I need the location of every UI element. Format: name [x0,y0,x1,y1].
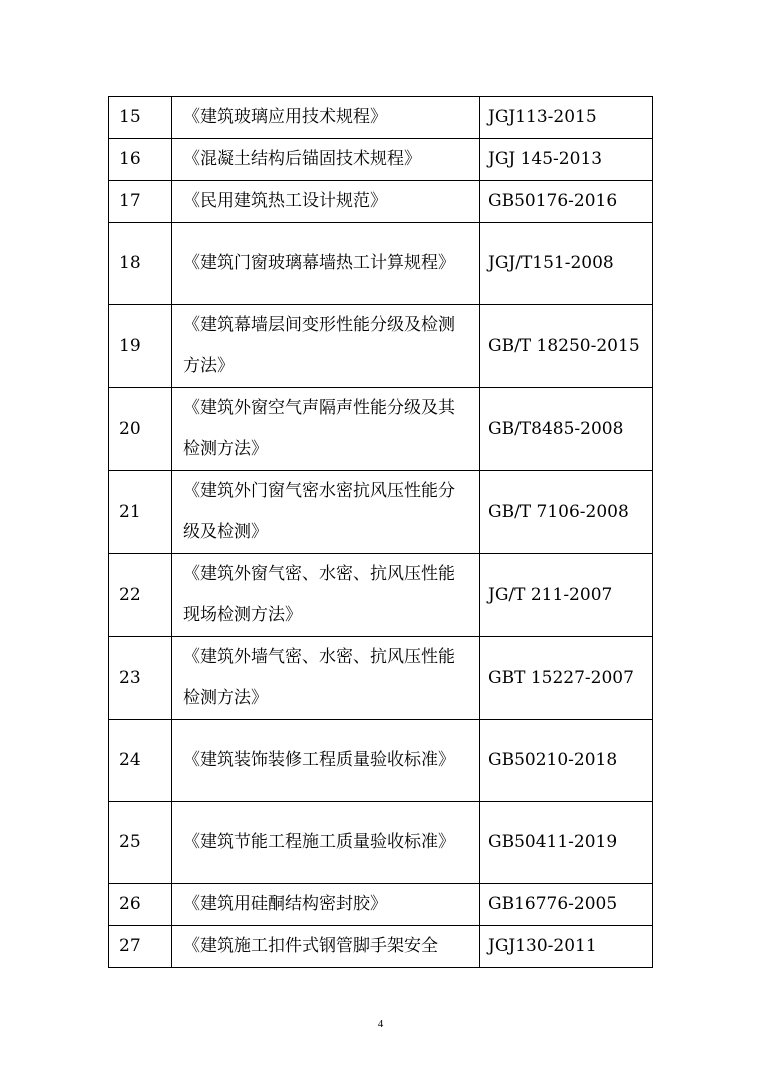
table-row [109,554,653,637]
standard-code: GBT 15227-2007 [480,637,653,720]
row-number: 21 [109,471,172,554]
table-row [109,471,653,554]
table-row [109,720,653,802]
standard-code: GB50210-2018 [480,720,653,802]
standard-code: GB16776-2005 [480,884,653,926]
table-row [109,926,653,968]
standards-table [108,96,653,968]
standard-code: JG/T 211-2007 [480,554,653,637]
row-number: 22 [109,554,172,637]
row-number: 16 [109,139,172,181]
standard-code: JGJ113-2015 [480,97,653,139]
standard-code: GB50411-2019 [480,802,653,884]
table-row [109,637,653,720]
standard-code: GB/T 7106-2008 [480,471,653,554]
standard-name: 《建筑用硅酮结构密封胶》 [172,884,480,926]
standard-name: 《建筑玻璃应用技术规程》 [172,97,480,139]
standard-code: GB50176-2016 [480,181,653,223]
row-number: 19 [109,305,172,388]
table-row [109,305,653,388]
table-row [109,884,653,926]
standard-name: 《建筑外墙气密、水密、抗风压性能 检测方法》 [172,637,480,720]
row-number: 27 [109,926,172,968]
standard-name: 《建筑施工扣件式钢管脚手架安全 [172,926,480,968]
table-row [109,181,653,223]
table-row [109,139,653,181]
standard-code: JGJ/T151-2008 [480,223,653,305]
standard-name: 《建筑外门窗气密水密抗风压性能分 级及检测》 [172,471,480,554]
row-number: 26 [109,884,172,926]
standard-name: 《建筑幕墙层间变形性能分级及检测 方法》 [172,305,480,388]
row-number: 24 [109,720,172,802]
standard-name: 《建筑外窗气密、水密、抗风压性能 现场检测方法》 [172,554,480,637]
row-number: 18 [109,223,172,305]
standard-code: JGJ130-2011 [480,926,653,968]
table-row [109,223,653,305]
table-row [109,97,653,139]
table-row [109,802,653,884]
standard-name: 《建筑门窗玻璃幕墙热工计算规程》 [172,223,480,305]
row-number: 25 [109,802,172,884]
row-number: 17 [109,181,172,223]
row-number: 15 [109,97,172,139]
page-number: 4 [377,1018,384,1030]
row-number: 23 [109,637,172,720]
standard-code: GB/T 18250-2015 [480,305,653,388]
standard-code: JGJ 145-2013 [480,139,653,181]
standard-name: 《混凝土结构后锚固技术规程》 [172,139,480,181]
standard-code: GB/T8485-2008 [480,388,653,471]
table-row [109,388,653,471]
standard-name: 《建筑装饰装修工程质量验收标准》 [172,720,480,802]
row-number: 20 [109,388,172,471]
standard-name: 《建筑外窗空气声隔声性能分级及其 检测方法》 [172,388,480,471]
standard-name: 《建筑节能工程施工质量验收标准》 [172,802,480,884]
standard-name: 《民用建筑热工设计规范》 [172,181,480,223]
